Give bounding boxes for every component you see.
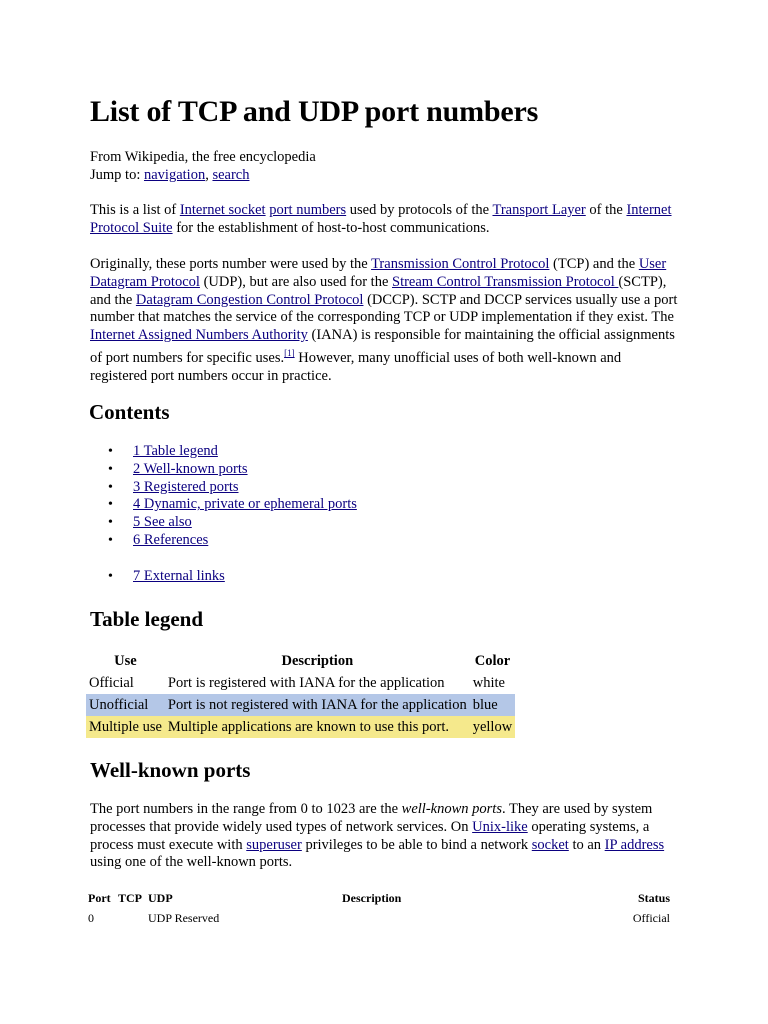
spacer-cell (340, 908, 541, 928)
text: used by protocols of the (346, 202, 493, 218)
toc-item (108, 568, 225, 586)
legend-cell: Unofficial (86, 694, 165, 716)
toc-link-table-legend[interactable]: 1 Table legend (133, 443, 218, 459)
iana-link[interactable]: Internet Assigned Numbers Authority (90, 327, 308, 344)
ports-header-status: Status (637, 890, 670, 905)
legend-cell: Port is not registered with IANA for the application (165, 694, 470, 716)
contents-heading: Contents (89, 400, 170, 424)
tcp-link[interactable]: Transmission Control Protocol (371, 256, 550, 272)
jump-comma: , (205, 167, 213, 183)
text: of the (585, 202, 627, 218)
text: operating systems, a process must execute with (90, 818, 650, 853)
from-wikipedia: From Wikipedia, the free encyclopedia (90, 149, 316, 165)
legend-cell: Port is registered with IANA for the application (167, 674, 445, 691)
socket-link[interactable]: socket (531, 836, 569, 853)
legend-table (86, 650, 515, 738)
text: The port numbers in the range from 0 to 1023 are the (90, 801, 402, 817)
text: (SCTP), and the (90, 273, 667, 308)
well-known-paragraph (90, 801, 680, 872)
description-cell: Reserved (174, 910, 220, 925)
transport-layer-link[interactable]: Transport Layer (492, 202, 586, 218)
text: using one of the well-known ports. (90, 854, 293, 871)
ports-header-row (86, 888, 672, 908)
reference-link[interactable]: [1] (284, 347, 295, 358)
legend-header-description: Description (281, 652, 354, 669)
toc-link-see-also[interactable]: 5 See also (133, 514, 192, 531)
sctp-link[interactable]: Stream Control Transmission Protocol (392, 273, 619, 290)
well-known-emphasis: well-known ports (401, 801, 502, 817)
legend-row-multiple (86, 716, 515, 738)
legend-cell: blue (470, 694, 515, 716)
text: for the establishment of host-to-host communications. (172, 219, 490, 236)
jump-to (90, 166, 316, 184)
port-numbers-link[interactable]: port numbers (269, 202, 347, 218)
toc-link-well-known-ports[interactable]: 2 Well-known ports (133, 460, 248, 477)
ports-header-port: Port (88, 890, 111, 905)
internet-protocol-suite-link[interactable]: Internet Protocol Suite (90, 202, 672, 236)
text: privileges to be able to bind a network (301, 836, 532, 853)
ports-header-tcp: TCP (118, 890, 142, 905)
tcp-cell (116, 908, 146, 928)
legend-cell: white (472, 674, 505, 691)
ip-address-link[interactable]: IP address (604, 836, 665, 853)
text: (UDP), but are also used for the (199, 273, 393, 290)
intro-paragraph (90, 202, 690, 238)
well-known-ports-heading: Well-known ports (90, 758, 251, 782)
legend-cell: Multiple applications are known to use this port. (165, 716, 470, 738)
table-row (86, 908, 672, 928)
text: . They are used by system processes that provide widely used types of network services. On (90, 801, 653, 835)
toc-item (108, 532, 357, 550)
origin-paragraph (90, 256, 680, 385)
ports-table (86, 888, 672, 928)
legend-header-row (86, 650, 515, 672)
search-link[interactable]: search (212, 167, 250, 183)
toc-item (108, 514, 357, 532)
legend-row-official (86, 672, 515, 694)
toc-link-references[interactable]: 6 References (133, 531, 209, 548)
legend-cell: Official (89, 674, 134, 691)
toc-link-external-links[interactable]: 7 External links (133, 568, 225, 584)
text: This is a list of (90, 202, 180, 218)
table-legend-heading: Table legend (90, 607, 203, 631)
port-cell: 0 (88, 910, 94, 925)
text: (TCP) and the (549, 256, 639, 272)
legend-cell: Multiple use (86, 716, 165, 738)
legend-row-unofficial (86, 694, 515, 716)
toc-link-registered-ports[interactable]: 3 Registered ports (133, 478, 239, 495)
navigation-link[interactable]: navigation (143, 167, 206, 183)
legend-cell: yellow (470, 716, 515, 738)
unix-like-link[interactable]: Unix-like (472, 818, 528, 835)
toc-link-dynamic-ports[interactable]: 4 Dynamic, private or ephemeral ports (133, 496, 357, 513)
toc-list-extra (108, 568, 225, 586)
toc-item (108, 496, 357, 514)
page-title: List of TCP and UDP port numbers (90, 95, 539, 128)
toc-list (108, 443, 357, 550)
text: (DCCP). SCTP and DCCP services usually use a port number that matches the service of the corresponding TCP or UDP implementation if they exist. The (90, 291, 678, 326)
text: (IANA) is responsible for maintaining the official assignments of port numbers for specific uses. (90, 327, 675, 366)
toc-item (108, 443, 357, 461)
page-subtitle (90, 148, 316, 184)
legend-header-use: Use (114, 652, 137, 669)
toc-item (108, 479, 357, 497)
internet-socket-link[interactable]: Internet socket (179, 202, 266, 218)
text: Originally, these ports number were used by the (90, 256, 372, 272)
udp-description-cell (146, 908, 340, 928)
text: However, many unofficial uses of both well-known and registered port numbers occur in practice. (90, 349, 622, 384)
toc-item (108, 461, 357, 479)
jump-prefix: Jump to: (90, 167, 144, 183)
ports-header-description: Description (342, 890, 402, 905)
ports-header-udp: UDP (148, 890, 173, 905)
text: to an (568, 836, 605, 853)
udp-cell: UDP (148, 910, 172, 925)
udp-link[interactable]: User Datagram Protocol (90, 256, 667, 290)
legend-header-color: Color (474, 652, 511, 669)
superuser-link[interactable]: superuser (246, 836, 302, 853)
status-cell: Official (632, 910, 670, 925)
dccp-link[interactable]: Datagram Congestion Control Protocol (135, 291, 364, 308)
